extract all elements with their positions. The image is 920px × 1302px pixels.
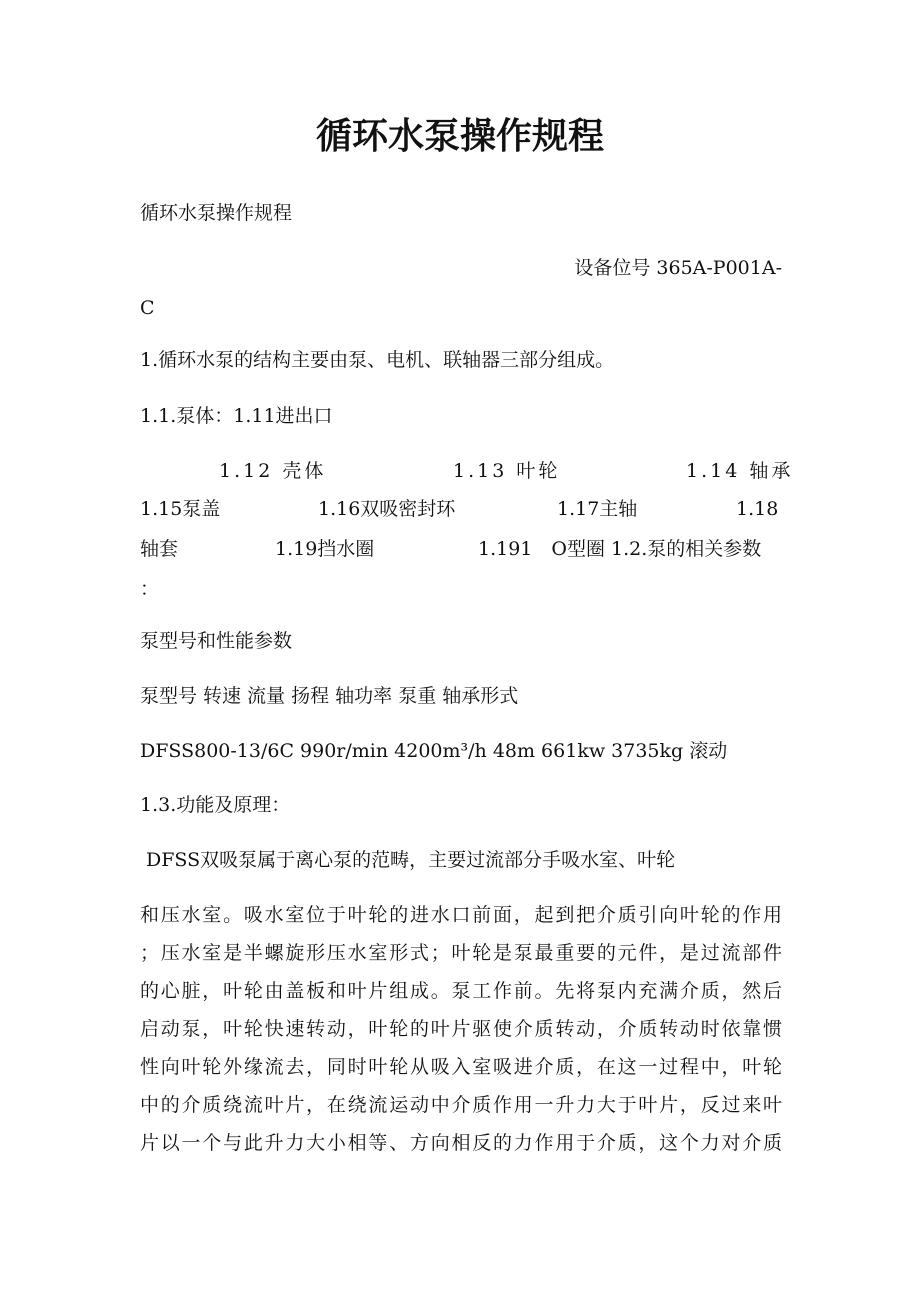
colon-line: ：: [140, 578, 160, 600]
paragraph-line: 启动泵，叶轮快速转动，叶轮的叶片驱使介质转动，介质转动时依靠惯: [140, 1018, 784, 1040]
paragraph-line: 的心脏，叶轮由盖板和叶片组成。泵工作前。先将泵内充满介质，然后: [140, 980, 784, 1002]
params-header-row: 泵型号 转速 流量 扬程 轴功率 泵重 轴承形式: [140, 685, 519, 707]
document-title: 循环水泵操作规程: [315, 115, 604, 157]
subtitle: 循环水泵操作规程: [140, 202, 293, 224]
part-1-18-number: 1.18: [736, 498, 779, 520]
part-1-19: 1.19挡水圈: [275, 538, 375, 560]
section-1-3: 1.3.功能及原理：: [140, 794, 291, 816]
params-data-row: DFSS800-13/6C 990r/min 4200m³/h 48m 661kw 3735kg 滚动: [140, 740, 728, 762]
section-1: 1.循环水泵的结构主要由泵、电机、联轴器三部分组成。: [140, 349, 615, 371]
paragraph-first-line: DFSS双吸泵属于离心泵的范畴，主要过流部分手吸水室、叶轮: [146, 849, 676, 871]
part-1-12: 1.12 壳体: [219, 460, 327, 482]
params-heading: 泵型号和性能参数: [140, 630, 293, 652]
paragraph-line: 和压水室。吸水室位于叶轮的进水口前面，起到把介质引向叶轮的作用: [140, 904, 784, 926]
paragraph-line: 性向叶轮外缘流去，同时叶轮从吸入室吸进介质，在这一过程中，叶轮: [140, 1056, 784, 1078]
part-1-191: 1.191 O型圈 1.2.泵的相关参数: [478, 538, 762, 560]
part-1-17: 1.17主轴: [557, 498, 638, 520]
paragraph-line: ；压水室是半螺旋形压水室形式；叶轮是泵最重要的元件，是过流部件: [140, 942, 784, 964]
equipment-tag-continuation: C: [140, 297, 155, 319]
part-1-14: 1.14 轴承: [686, 460, 794, 482]
equipment-tag: 设备位号 365A-P001A-: [574, 257, 782, 279]
part-1-18-label: 轴套: [140, 538, 179, 560]
paragraph-line: 中的介质绕流叶片，在绕流运动中介质作用一升力大于叶片，反过来叶: [140, 1094, 784, 1116]
paragraph-line: 片以一个与此升力大小相等、方向相反的力作用于介质，这个力对介质: [140, 1132, 784, 1154]
part-1-15: 1.15泵盖: [140, 498, 221, 520]
part-1-13: 1.13 叶轮: [453, 460, 561, 482]
section-1-1: 1.1.泵体：1.11进出口: [140, 405, 333, 427]
part-1-16: 1.16双吸密封环: [318, 498, 456, 520]
